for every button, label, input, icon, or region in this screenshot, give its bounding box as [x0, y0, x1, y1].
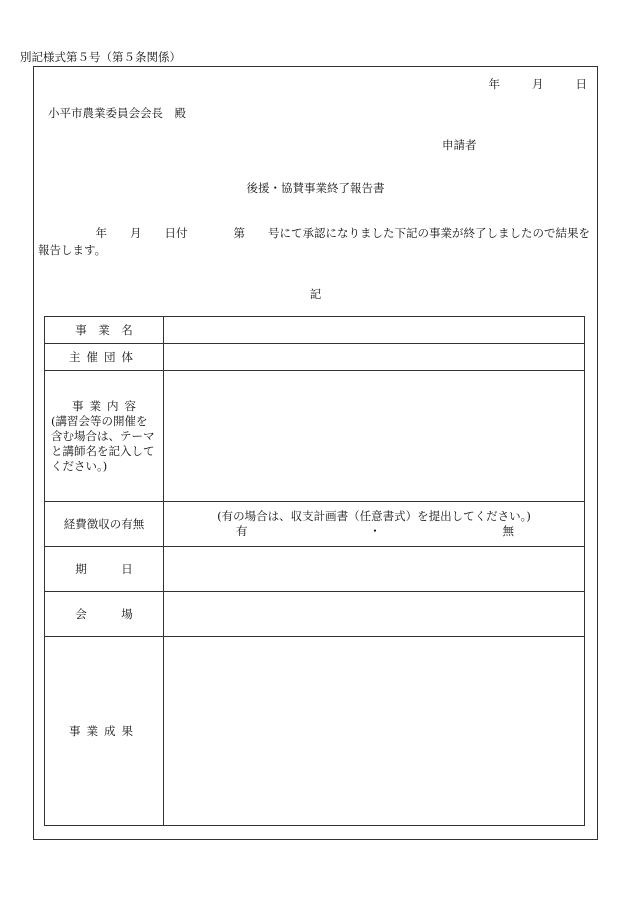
results-label: 事業成果 — [45, 637, 164, 826]
venue-label: 会 場 — [45, 592, 164, 637]
table-row-content — [45, 371, 585, 502]
applicant-label: 申請者 — [442, 138, 477, 152]
ki-heading: 記 — [309, 287, 322, 301]
date-line — [489, 76, 588, 92]
form-number-label: 別記様式第５号（第５条関係） — [20, 50, 181, 64]
event-date-label: 期 日 — [45, 547, 164, 592]
table-row-organizer — [45, 344, 585, 371]
fee-no-option[interactable]: 無 — [502, 524, 514, 538]
event-name-value[interactable] — [164, 317, 585, 344]
body-paragraph: 年 月 日付 第 号にて承認になりました下記の事業が終了しましたので結果を報告します。 — [38, 226, 590, 257]
fee-value-cell — [164, 502, 585, 547]
date-day: 日 — [575, 77, 587, 91]
fee-yes-option[interactable]: 有 — [236, 524, 248, 538]
table-row-venue — [45, 592, 585, 637]
fee-separator: ・ — [369, 524, 381, 538]
fee-options — [164, 524, 584, 539]
report-table — [44, 316, 585, 826]
content-value[interactable] — [164, 371, 585, 502]
venue-value[interactable] — [164, 592, 585, 637]
organizer-value[interactable] — [164, 344, 585, 371]
fee-note: (有の場合は、収支計画書（任意書式）を提出してください。) — [217, 509, 531, 523]
event-name-label: 事 業 名 — [45, 317, 164, 344]
table-row-fee — [45, 502, 585, 547]
date-year: 年 — [488, 77, 500, 91]
form-frame — [33, 66, 598, 840]
document-title: 後援・協賛事業終了報告書 — [246, 181, 385, 195]
content-heading: 事業内容 — [72, 399, 142, 413]
organizer-label: 主催団体 — [45, 344, 164, 371]
event-date-value[interactable] — [164, 547, 585, 592]
table-row-event-name — [45, 317, 585, 344]
content-label-cell — [45, 371, 164, 502]
results-value[interactable] — [164, 637, 585, 826]
content-note: (講習会等の開催を含む場合は、テーマと講師名を記入してください。) — [51, 414, 155, 473]
table-row-date — [45, 547, 585, 592]
date-month: 月 — [532, 77, 544, 91]
fee-label: 経費徴収の有無 — [45, 502, 164, 547]
table-row-results — [45, 637, 585, 826]
addressee: 小平市農業委員会会長 殿 — [48, 106, 186, 120]
